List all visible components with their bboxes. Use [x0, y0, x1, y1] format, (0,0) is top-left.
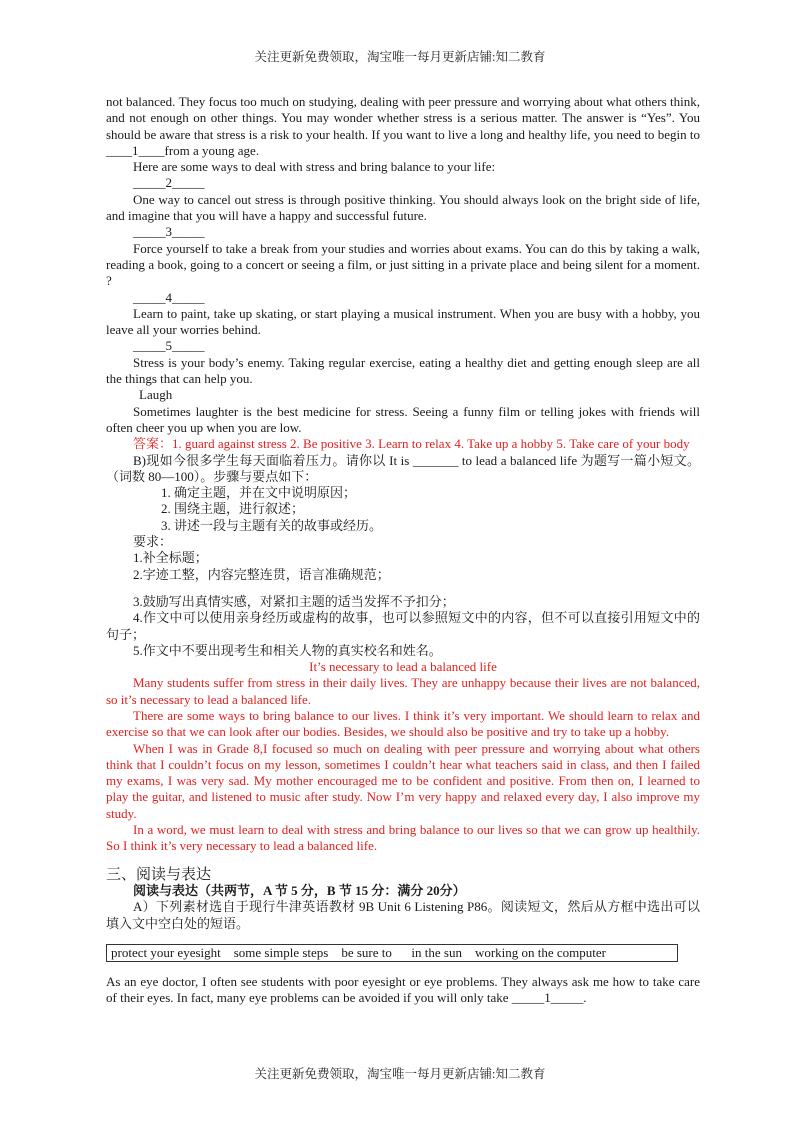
- blank-5: _____5_____: [133, 338, 205, 354]
- word-box: protect your eyesight some simple steps be sure to in the sun working on the computer: [106, 944, 678, 962]
- answer-key: 答案：1. guard against stress 2. Be positive 3. Learn to relax 4. Take up a hobby 5. Take care of your body: [133, 436, 690, 452]
- essay-paragraph: When I was in Grade 8,I focused so much on dealing with peer pressure and worrying about what others think that I couldn’t focus on my lesson, sometimes I couldn’t hear what teachers said in class, and then I failed my exams, I was very sad. My mother encouraged me to be confident and positive. From then on, I learned to play the guitar, and listened to music after study. Now I’m very happy and relaxed every day, I also improve my study.: [106, 740, 700, 821]
- requirement-1: 1.补全标题；: [133, 550, 208, 566]
- laugh-heading: Laugh: [139, 387, 173, 403]
- step-3: 3. 讲述一段与主题有关的故事或经历。: [161, 517, 383, 533]
- ways-intro: Here are some ways to deal with stress and bring balance to your life:: [133, 159, 496, 175]
- section-3-heading: 三、阅读与表达: [106, 866, 212, 883]
- para-4: Learn to paint, take up skating, or start playing a musical instrument. When you are busy with a hobby, you leave all your worries behind.: [106, 305, 700, 338]
- page-footer: 关注更新免费领取，淘宝唯一每月更新店铺:知二教育: [254, 1067, 546, 1081]
- para-2: One way to cancel out stress is through positive thinking. You should always look on the bright side of life, and imagine that you will have a happy and successful future.: [106, 191, 700, 224]
- section-3-subheading: 阅读与表达（共两节，A 节 5 分，B 节 15 分：满分 20分）: [133, 882, 466, 898]
- essay-title: It’s necessary to lead a balanced life: [309, 659, 497, 675]
- requirement-2: 2.字迹工整，内容完整连贯，语言准确规范；: [133, 566, 390, 582]
- blank-4: _____4_____: [133, 289, 205, 305]
- step-1: 1. 确定主题，并在文中说明原因；: [161, 485, 357, 501]
- essay-paragraph: Many students suffer from stress in their daily lives. They are unhappy because their lives are not balanced, so it’s necessary to lead a balanced life.: [106, 675, 700, 707]
- passage-intro: not balanced. They focus too much on studying, dealing with peer pressure and worrying about what others think, and not enough on other things. You may wonder whether stress is a serious matter. The answer is “Yes”. You should be aware that stress is a risk to your health. If you want to live a long and healthy life, you need to begin to ____1____from a young age.: [106, 94, 700, 158]
- step-2: 2. 围绕主题，进行叙述；: [161, 501, 305, 517]
- para-3: Force yourself to take a break from your studies and worries about exams. You can do this by taking a walk, reading a book, going to a concert or seeing a film, or just sitting in a private place and being silent for a moment. ?: [106, 240, 700, 289]
- task-a-prompt: A）下列素材选自于现行牛津英语教材 9B Unit 6 Listening P86。阅读短文，然后从方框中选出可以填入文中空白处的短语。: [106, 899, 700, 931]
- para-6: Sometimes laughter is the best medicine for stress. Seeing a funny film or telling jokes with friends will often cheer you up when you are low.: [106, 403, 700, 435]
- blank-3: _____3_____: [133, 224, 205, 240]
- essay-paragraph: There are some ways to bring balance to our lives. I think it’s very important. We should learn to relax and exercise so that we can look after our bodies. Besides, we should also be positive and try to take up a hobby.: [106, 707, 700, 740]
- eye-passage: As an eye doctor, I often see students with poor eyesight or eye problems. They always ask me how to take care of their eyes. In fact, many eye problems can be avoided if you will only take _____1_____.: [106, 973, 700, 1006]
- requirement-4: 4.作文中可以使用亲身经历或虚构的故事，也可以参照短文中的内容，但不可以直接引用短文中的句子；: [106, 610, 700, 642]
- blank-2: _____2_____: [133, 175, 205, 191]
- document-body: [106, 94, 700, 1006]
- requirements-title: 要求：: [133, 534, 173, 550]
- page-header: 关注更新免费领取，淘宝唯一每月更新店铺:知二教育: [254, 50, 546, 64]
- requirement-3: 3.鼓励写出真情实感，对紧扣主题的适当发挥不予扣分；: [133, 593, 455, 609]
- requirement-5: 5.作文中不要出现考生和相关人物的真实校名和姓名。: [133, 642, 442, 658]
- task-b-prompt: B)现如今很多学生每天面临着压力。请你以 It is _______ to lead a balanced life 为题写一篇小短文。（词数 80—100）。步骤与要点如下：: [106, 452, 700, 484]
- essay-paragraph: In a word, we must learn to deal with stress and bring balance to our lives so that we can grow up healthily. So I think it’s very necessary to lead a balanced life.: [106, 822, 700, 854]
- para-5: Stress is your body’s enemy. Taking regular exercise, eating a healthy diet and getting enough sleep are all the things that can help you.: [106, 354, 700, 387]
